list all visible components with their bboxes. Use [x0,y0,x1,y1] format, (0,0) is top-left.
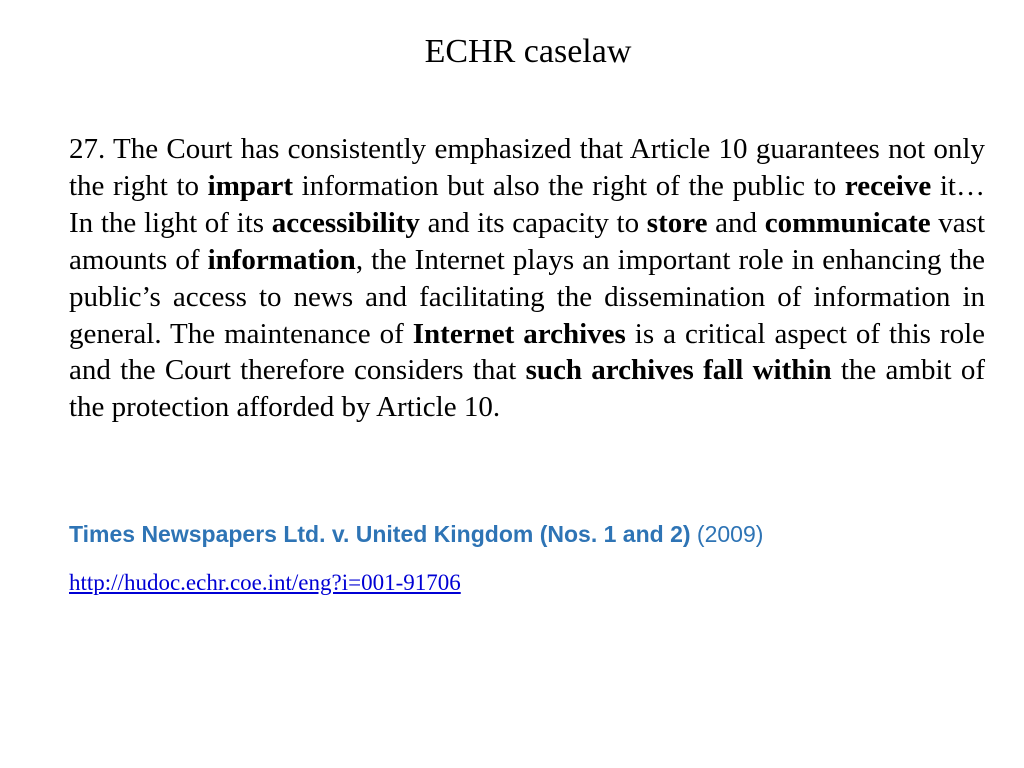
case-citation [69,516,985,552]
case-name: Times Newspapers Ltd. v. United Kingdom (Nos. 1 and 2) [69,521,691,547]
quote-emphasis-information: information [207,243,356,276]
quote-emphasis-internet-archives: Internet archives [412,317,626,350]
quote-text: vast amounts of [69,206,986,276]
quote-text: it…In the light of its [69,169,985,239]
quote-emphasis-such-archives: such archives fall within [525,354,832,387]
quote-emphasis-receive: receive [844,169,932,202]
slide-title: ECHR caselaw [424,33,632,70]
quote-emphasis-communicate: communicate [764,206,931,239]
quote-text: the ambit of the protection afforded by Article 10. [69,354,985,424]
quote-text: 27. The Court has consistently emphasized that Article 10 guarantees not only the right to [69,133,985,202]
quote-text: and [707,206,765,239]
quote-emphasis-accessibility: accessibility [271,206,420,239]
quote-emphasis-impart: impart [207,169,294,202]
hudoc-link[interactable]: http://hudoc.echr.coe.int/eng?i=001-91706 [69,570,461,595]
quote-text: , the Internet plays an important role in enhancing the public’s access to news and facilitating the dissemination of information in general. The maintenance of [69,243,985,350]
quote-text: information but also the right of the public to [293,169,845,202]
quote-text: and its capacity to [419,206,647,239]
case-year: (2009) [696,521,764,547]
court-quote [69,131,985,426]
quote-text: is a critical aspect of this role and the Court therefore considers that [69,317,985,387]
quote-emphasis-store: store [646,206,708,239]
